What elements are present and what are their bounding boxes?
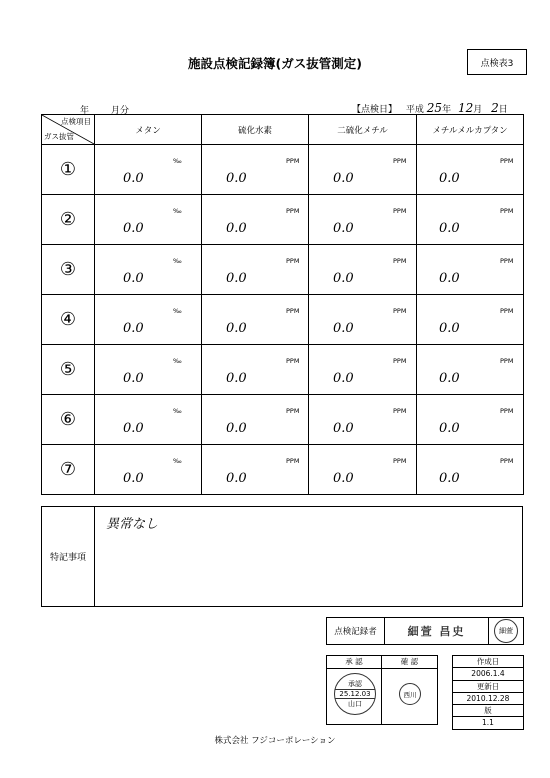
measurement-cell: [95, 395, 202, 445]
table-row: [42, 145, 524, 195]
notes-label: 特記事項: [42, 507, 95, 607]
updated-label: 更新日: [453, 681, 523, 693]
confirm-label: 確 認: [382, 656, 437, 669]
column-header-methane: メタン: [95, 115, 202, 145]
measurement-value: 0.0: [123, 221, 144, 236]
measurement-value: 0.0: [123, 271, 144, 286]
table-row: [42, 345, 524, 395]
measurement-cell: [309, 345, 417, 395]
measurement-value: 0.0: [226, 271, 247, 286]
column-header-methyl-mercaptan: メチルメルカプタン: [417, 115, 524, 145]
measurement-cell: [202, 145, 309, 195]
approve-label: 承 認: [327, 656, 382, 669]
recorder-box: [326, 617, 524, 645]
confirm-seal: 西川: [399, 683, 421, 705]
unit-label: PPM: [393, 307, 407, 315]
measurement-cell: [417, 395, 524, 445]
date-year: 25: [426, 101, 443, 115]
unit-label: PPM: [286, 257, 300, 265]
unit-label: ‰: [173, 457, 182, 465]
company-name: 株式会社 フジコーポレーション: [214, 736, 336, 746]
measurement-value: 0.0: [123, 421, 144, 436]
measurement-cell: [95, 345, 202, 395]
created-date: 2006.1.4: [453, 668, 523, 680]
unit-label: PPM: [500, 407, 514, 415]
unit-label: PPM: [500, 157, 514, 165]
measurement-value: 0.0: [226, 471, 247, 486]
measurement-table: [41, 114, 524, 495]
row-label: ⑥: [42, 395, 95, 445]
date-label: 【点検日】: [352, 105, 398, 115]
date-day: 2: [491, 101, 499, 115]
measurement-cell: [417, 345, 524, 395]
unit-label: PPM: [286, 457, 300, 465]
era-label: 平成: [405, 105, 424, 115]
date-year-unit: 年: [442, 105, 452, 115]
measurement-value: 0.0: [333, 221, 354, 236]
unit-label: ‰: [173, 307, 182, 315]
approval-seal-top: 承認: [348, 680, 362, 688]
measurement-cell: [95, 295, 202, 345]
unit-label: PPM: [286, 157, 300, 165]
measurement-value: 0.0: [333, 371, 354, 386]
unit-label: PPM: [500, 307, 514, 315]
recorder-label: 点検記録者: [327, 618, 385, 644]
page-title: 施設点検記録簿(ガス抜管測定): [188, 56, 362, 71]
month-label: 月分: [111, 106, 130, 116]
table-row: [42, 295, 524, 345]
row-label: ⑤: [42, 345, 95, 395]
edition-number: 1.1: [482, 718, 494, 728]
unit-label: PPM: [500, 257, 514, 265]
measurement-value: 0.0: [226, 221, 247, 236]
approval-date-seal: [334, 673, 376, 715]
measurement-cell: [417, 145, 524, 195]
unit-label: PPM: [286, 307, 300, 315]
measurement-cell: [309, 395, 417, 445]
measurement-value: 0.0: [333, 471, 354, 486]
table-row: [42, 395, 524, 445]
measurement-value: 0.0: [123, 471, 144, 486]
date-month-unit: 月: [473, 105, 483, 115]
measurement-value: 0.0: [123, 171, 144, 186]
unit-label: PPM: [393, 357, 407, 365]
unit-label: PPM: [393, 257, 407, 265]
measurement-value: 0.0: [123, 371, 144, 386]
measurement-cell: [417, 245, 524, 295]
measurement-cell: [417, 295, 524, 345]
measurement-cell: [309, 445, 417, 495]
unit-label: ‰: [173, 157, 182, 165]
notes-content-cell: [95, 507, 523, 607]
row-label: ③: [42, 245, 95, 295]
measurement-value: 0.0: [439, 171, 460, 186]
measurement-value: 0.0: [439, 371, 460, 386]
measurement-cell: [202, 245, 309, 295]
corner-bottom-label: ガス抜管: [44, 132, 74, 141]
measurement-cell: [309, 295, 417, 345]
unit-label: PPM: [500, 357, 514, 365]
measurement-value: 0.0: [439, 471, 460, 486]
measurement-value: 0.0: [439, 221, 460, 236]
unit-label: ‰: [173, 407, 182, 415]
measurement-value: 0.0: [439, 271, 460, 286]
measurement-value: 0.0: [123, 321, 144, 336]
measurement-value: 0.0: [439, 321, 460, 336]
approval-divider: [381, 668, 382, 724]
edition-label: 版: [453, 705, 523, 717]
unit-label: PPM: [393, 207, 407, 215]
row-label: ⑦: [42, 445, 95, 495]
unit-label: ‰: [173, 257, 182, 265]
table-header-row: [42, 115, 524, 145]
unit-label: PPM: [393, 157, 407, 165]
unit-label: PPM: [393, 457, 407, 465]
approval-seal-name: 山口: [348, 700, 362, 708]
corner-top-label: 点検項目: [61, 117, 91, 126]
measurement-cell: [202, 345, 309, 395]
recorder-seal: 細萱: [494, 619, 518, 643]
unit-label: PPM: [286, 407, 300, 415]
measurement-cell: [417, 195, 524, 245]
column-header-hydrogen-sulfide: 硫化水素: [202, 115, 309, 145]
approval-seal-date: 25.12.03: [335, 689, 375, 699]
measurement-value: 0.0: [439, 421, 460, 436]
document-info-box: [452, 655, 524, 730]
unit-label: PPM: [393, 407, 407, 415]
measurement-cell: [202, 195, 309, 245]
measurement-cell: [95, 195, 202, 245]
measurement-cell: [95, 445, 202, 495]
measurement-cell: [202, 445, 309, 495]
measurement-cell: [95, 145, 202, 195]
unit-label: PPM: [286, 357, 300, 365]
unit-label: ‰: [173, 207, 182, 215]
measurement-cell: [417, 445, 524, 495]
measurement-cell: [309, 195, 417, 245]
unit-label: PPM: [286, 207, 300, 215]
unit-label: PPM: [500, 207, 514, 215]
corner-cell: [42, 115, 95, 145]
row-label: ①: [42, 145, 95, 195]
measurement-value: 0.0: [333, 421, 354, 436]
measurement-cell: [309, 245, 417, 295]
date-month: 12: [457, 101, 474, 115]
measurement-cell: [95, 245, 202, 295]
inspection-date: [352, 101, 508, 115]
measurement-value: 0.0: [226, 321, 247, 336]
measurement-value: 0.0: [226, 171, 247, 186]
form-number-box: 点検表3: [467, 49, 527, 75]
measurement-cell: [202, 295, 309, 345]
updated-date: 2010.12.28: [453, 693, 523, 705]
unit-label: PPM: [500, 457, 514, 465]
unit-label: ‰: [173, 357, 182, 365]
created-label: 作成日: [453, 656, 523, 668]
recorder-name-stamp: 細萱 昌史: [385, 618, 489, 644]
row-label: ②: [42, 195, 95, 245]
measurement-cell: [309, 145, 417, 195]
year-label: 年: [80, 106, 90, 116]
approval-box: [326, 655, 438, 725]
row-label: ④: [42, 295, 95, 345]
measurement-value: 0.0: [226, 421, 247, 436]
table-row: [42, 445, 524, 495]
measurement-value: 0.0: [226, 371, 247, 386]
notes-handwritten-remark: 異常なし: [106, 517, 159, 532]
table-row: [42, 245, 524, 295]
measurement-value: 0.0: [333, 321, 354, 336]
column-header-dimethyl-disulfide: 二硫化メチル: [309, 115, 417, 145]
date-day-unit: 日: [498, 105, 508, 115]
measurement-value: 0.0: [333, 271, 354, 286]
measurement-value: 0.0: [333, 171, 354, 186]
measurement-cell: [202, 395, 309, 445]
recorder-seal-cell: [489, 618, 523, 644]
table-row: [42, 195, 524, 245]
